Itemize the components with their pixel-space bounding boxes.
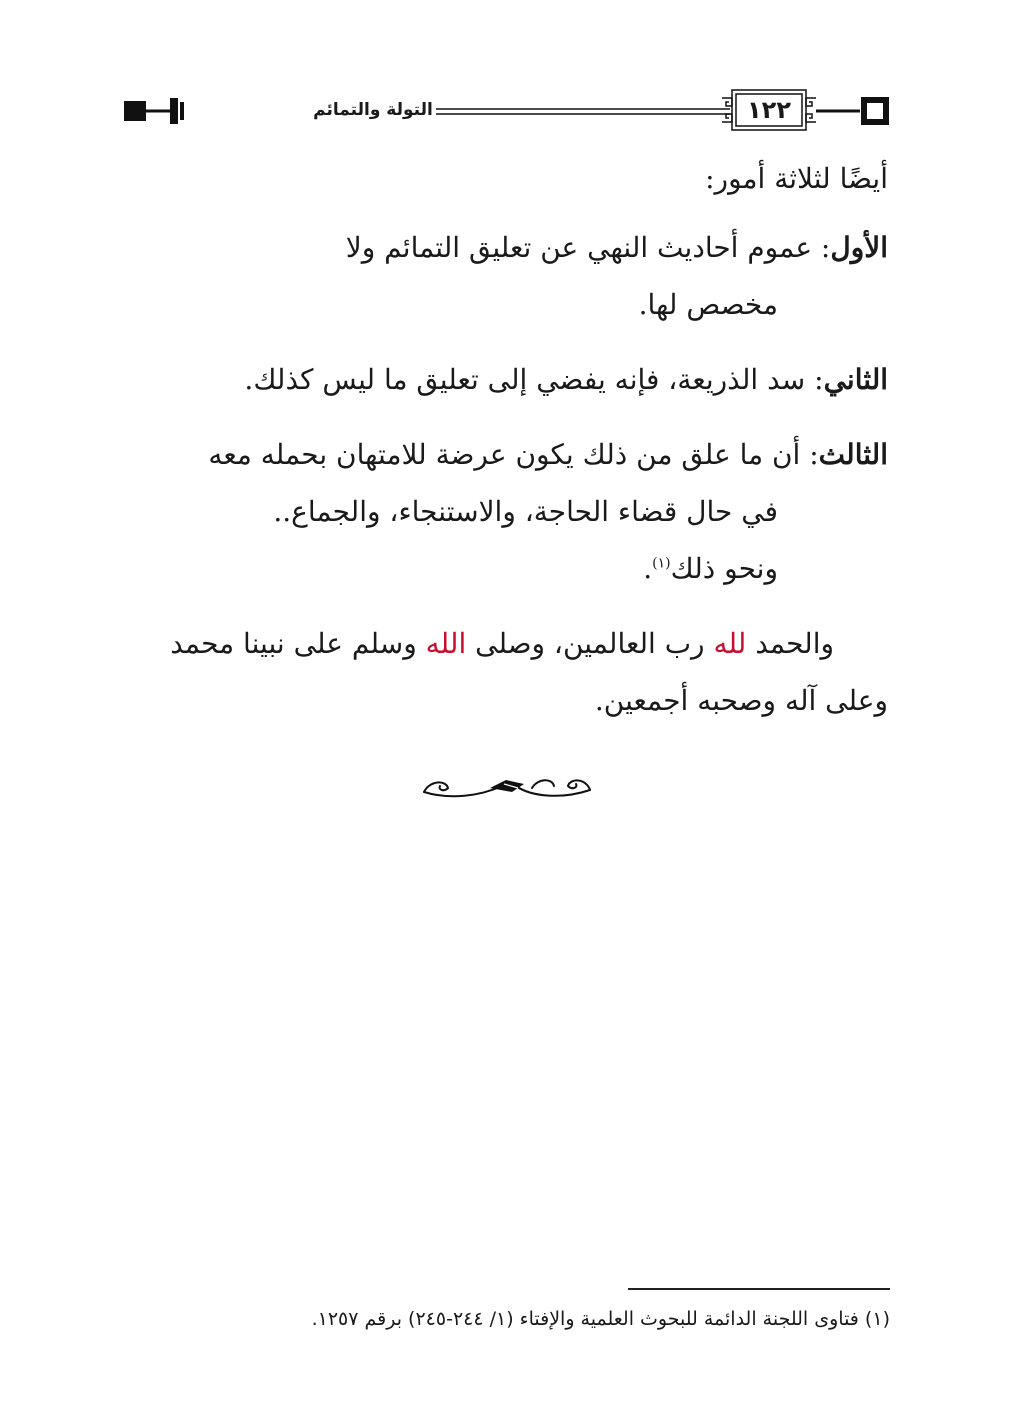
- footnote-divider: [628, 1288, 890, 1290]
- footnote-reference[interactable]: (١): [652, 555, 671, 572]
- point-first: [122, 219, 888, 333]
- floral-divider-icon: [420, 770, 596, 804]
- point-continuation-text: ونحو ذلك: [670, 552, 778, 585]
- point-second: [122, 351, 888, 408]
- point-continuation: في حال قضاء الحاجة، والاستنجاء، والجماع..: [273, 495, 778, 528]
- book-title: التولة والتمائم: [310, 96, 436, 124]
- closing-text: وسلم على نبينا محمد وعلى آله وصحبه أجمعين.: [170, 627, 888, 717]
- point-label: الأول: [830, 231, 888, 264]
- footnote: (١) فتاوى اللجنة الدائمة للبحوث العلمية والإفتاء (١/ ٢٤٤-٢٤٥) برقم ١٢٥٧.: [311, 1308, 890, 1330]
- closing-text: والحمد: [746, 627, 834, 660]
- point-continuation: [643, 552, 888, 585]
- main-text: [122, 150, 888, 729]
- closing-prayer: [122, 615, 888, 729]
- sentence-end: .: [643, 552, 653, 585]
- divine-name: لله: [713, 627, 747, 660]
- point-text: : أن ما علق من ذلك يكون عرضة للامتهان بحمله معه: [208, 438, 819, 471]
- point-continuation: مخصص لها.: [638, 288, 778, 321]
- intro-line: أيضًا لثلاثة أمور:: [705, 162, 888, 195]
- closing-text: رب العالمين، وصلى: [466, 627, 714, 660]
- page-number: ١٢٢: [747, 96, 791, 124]
- divine-name: الله: [425, 627, 467, 660]
- point-text: : عموم أحاديث النهي عن تعليق التمائم ولا: [345, 231, 831, 264]
- point-label: الثاني: [823, 363, 888, 396]
- point-text: : سد الذريعة، فإنه يفضي إلى تعليق ما ليس كذلك.: [244, 363, 824, 396]
- point-third: [122, 426, 888, 597]
- point-label: الثالث: [818, 438, 888, 471]
- page-header: [118, 88, 893, 132]
